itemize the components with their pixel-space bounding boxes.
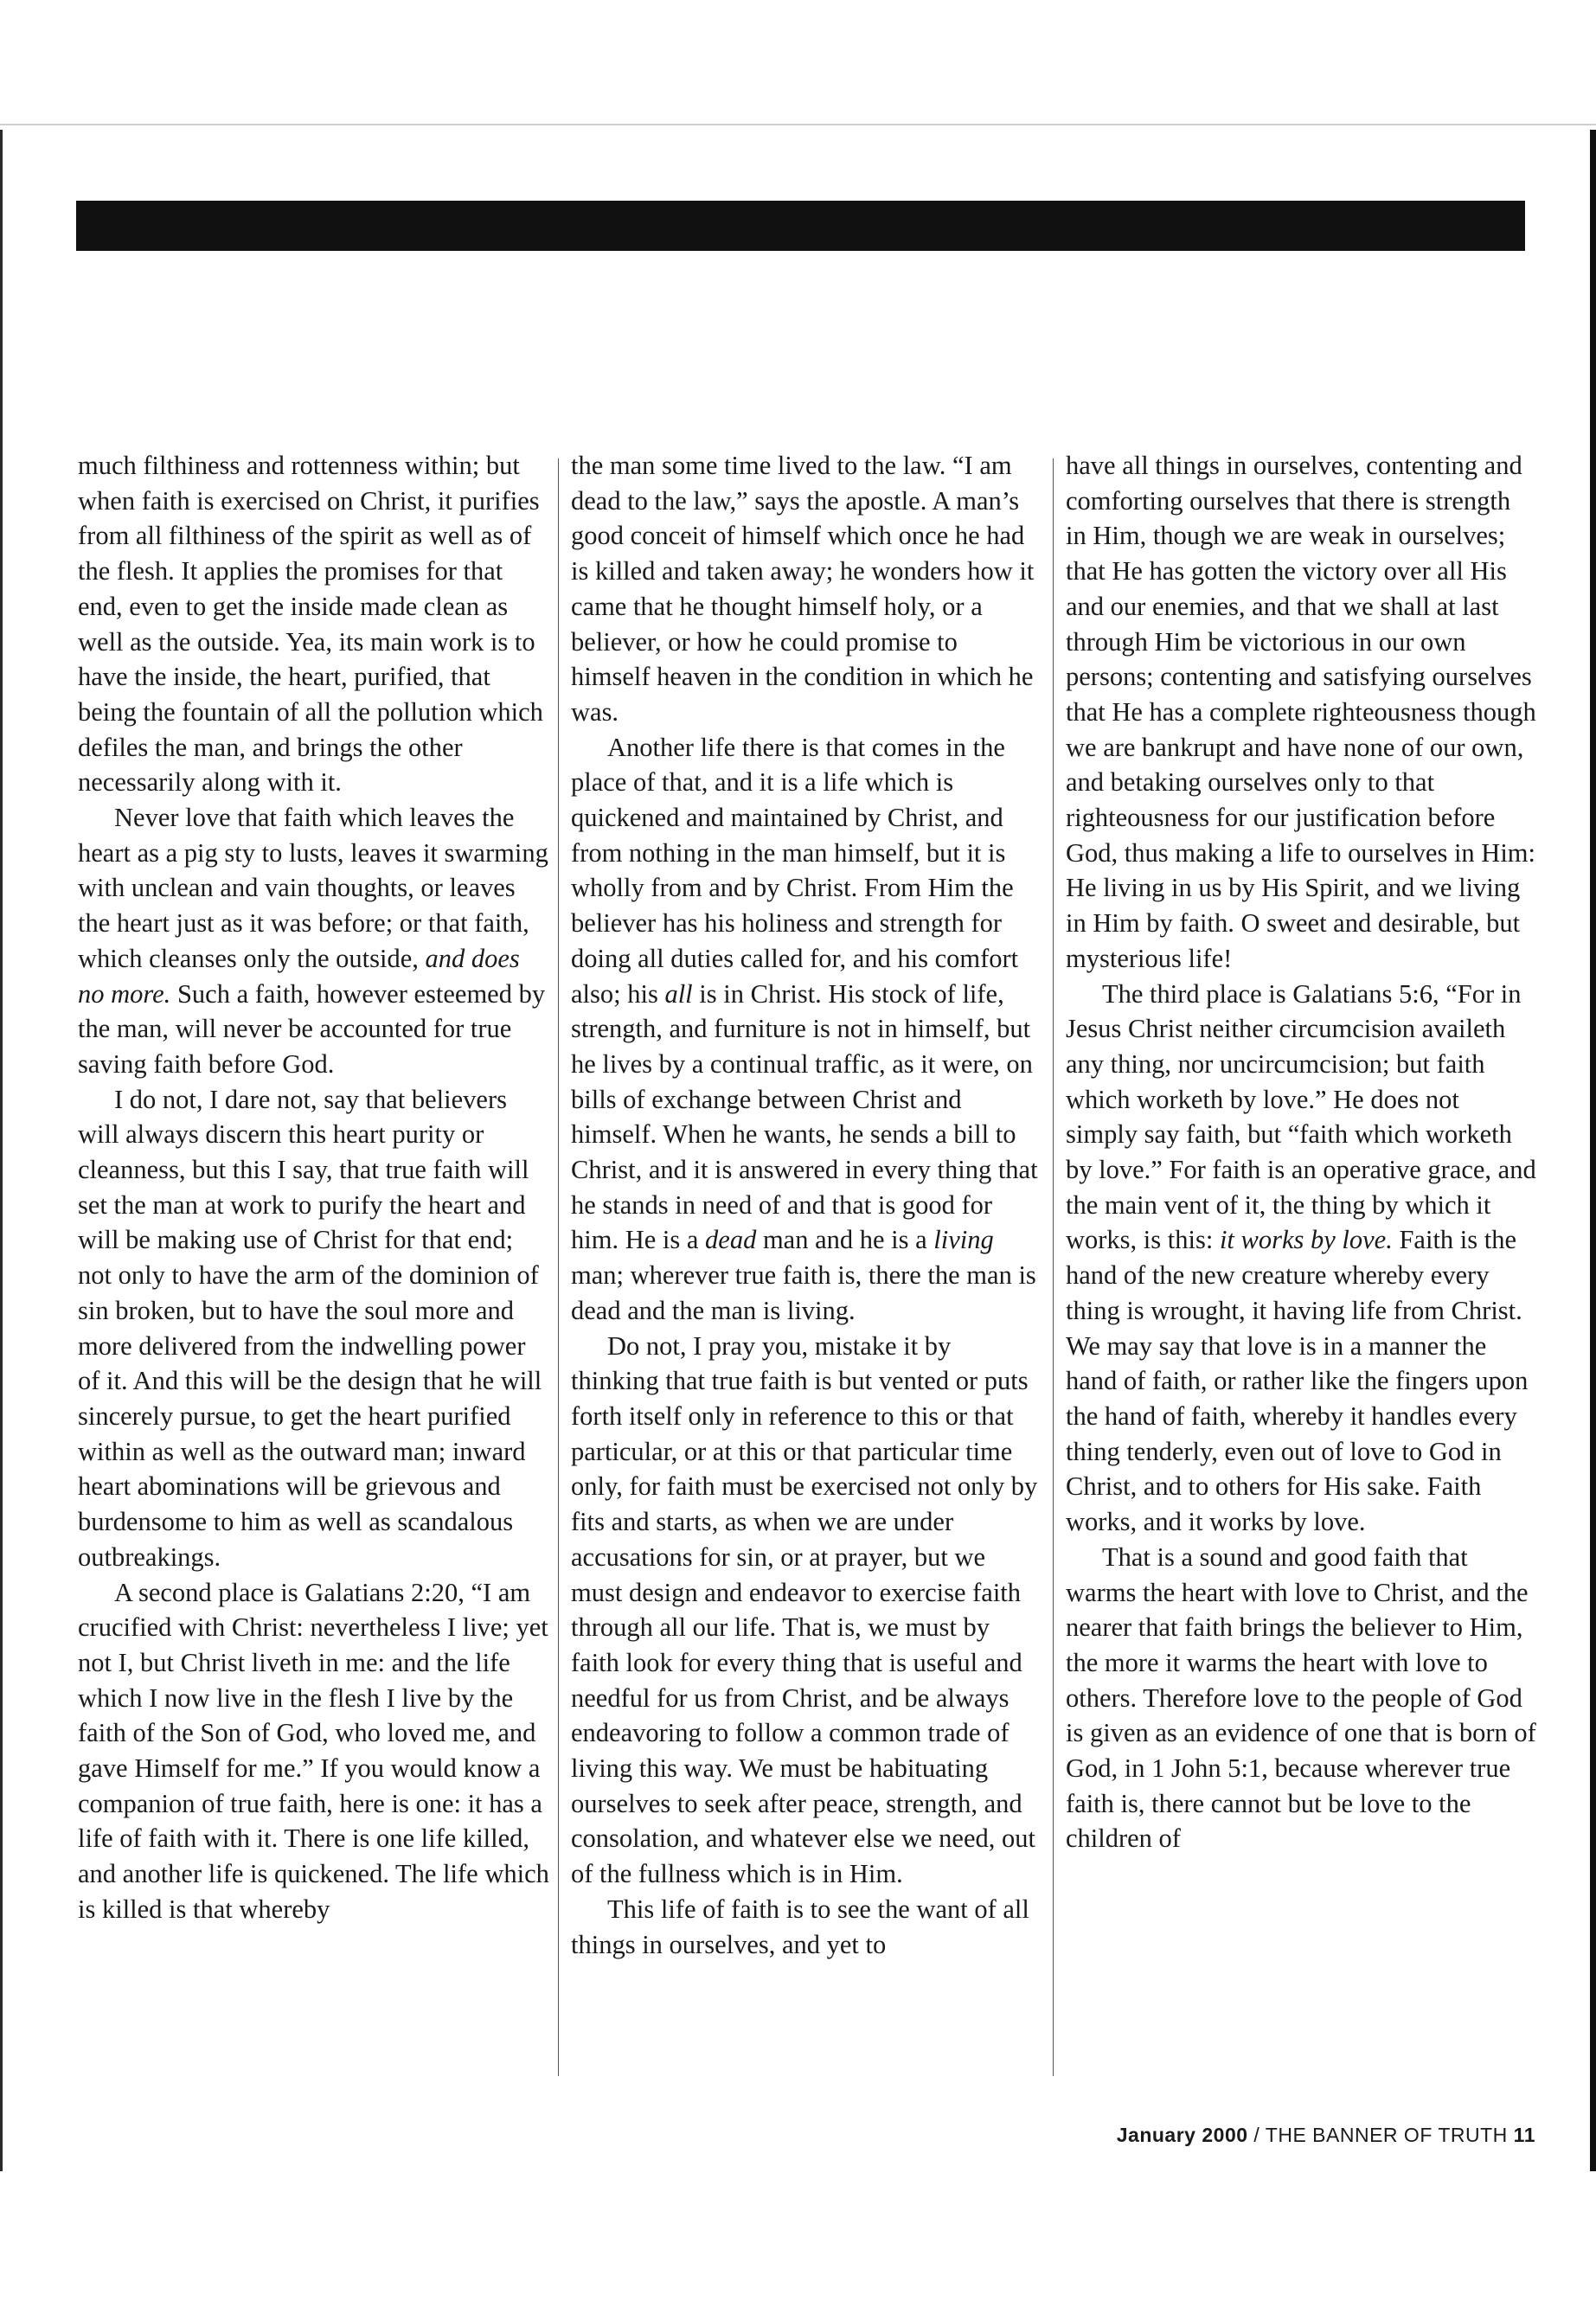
footer-date: January 2000: [1116, 2124, 1248, 2146]
paragraph: [78, 1575, 549, 1927]
paragraph: [571, 1892, 1042, 1962]
paragraph: [1066, 448, 1537, 977]
top-rule: [0, 124, 1596, 125]
footer-separator: /: [1253, 2124, 1260, 2146]
paragraph: [571, 730, 1042, 1329]
text-run: much filthiness and rottenness within; but when faith is exercised on Christ, it purifies from all filthiness of the spirit as well as of the flesh. It applies the promises for that end, even to get the inside made clean as well as the outside. Yea, its main work is to have the inside, the heart, purified, that being the fountain of all the pollution which defiles the man, and brings the other necessarily along with it.: [78, 451, 543, 798]
left-scan-edge: [0, 130, 3, 2171]
text-run: the man some time lived to the law. “I am dead to the law,” says the apostle. A man’s good conceit of himself which once he had is killed and taken away; he wonders how it came that he thought himself holy, or a believer, or how he could promise to himself heaven in the condition in which he was.: [571, 451, 1035, 727]
footer-page-number: 11: [1513, 2124, 1535, 2146]
text-run: Another life there is that comes in the place of that, and it is a life which is quickened and maintained by Christ, and from nothing in the man himself, but it is wholly from and by Christ. From Him the believer has his holiness and strength for doing all duties called for, and his comfort also; his: [571, 732, 1019, 1009]
text-run: Never love that faith which leaves the heart as a pig sty to lusts, leaves it swarming with unclean and vain thoughts, or leaves the heart just as it was before; or that faith, which cleanses only the outside,: [78, 803, 548, 973]
italic-text: living: [933, 1225, 994, 1255]
italic-text: it works by love.: [1219, 1225, 1393, 1255]
right-scan-edge: [1590, 130, 1596, 2171]
paragraph: [1066, 977, 1537, 1540]
text-run: man and he is a: [756, 1225, 934, 1255]
text-run: Faith is the hand of the new creature whereby every thing is wrought, it having life from Christ. We may say that love is in a manner the hand of faith, or rather like the fingers upon the hand of faith, whereby it handles every thing tenderly, even out of love to God in Christ, and to others for His sake. Faith works, and it works by love.: [1066, 1225, 1529, 1537]
text-column-1: [78, 448, 549, 1927]
text-run: Such a faith, however esteemed by the man, will never be accounted for true saving faith before God.: [78, 978, 546, 1079]
text-run: A second place is Galatians 2:20, “I am crucified with Christ: nevertheless I live; yet not I, but Christ liveth in me: and the life which I now live in the flesh I live by the faith of the Son of God, who loved me, and gave Himself for me.” If you would know a companion of true faith, here is one: it has a life of faith with it. There is one life killed, and another life is quickened. The life which is killed is that whereby: [78, 1577, 549, 1924]
paragraph: [571, 1329, 1042, 1892]
paragraph: [78, 1082, 549, 1575]
paragraph: [78, 448, 549, 800]
text-run: is in Christ. His stock of life, strength, and furniture is not in himself, but he lives by a continual traffic, as it were, on bills of exchange between Christ and himself. When he wants, he sends a bill to Christ, and it is answered in every thing that he stands in need of and that is good for him. He is a: [571, 978, 1038, 1255]
paragraph: [1066, 1540, 1537, 1856]
column-divider: [1053, 458, 1054, 2076]
text-run: man; wherever true faith is, there the man is dead and the man is living.: [571, 1260, 1036, 1325]
italic-text: and does no more.: [78, 943, 520, 1009]
paragraph: [571, 448, 1042, 730]
column-divider: [558, 458, 559, 2076]
text-run: That is a sound and good faith that warms the heart with love to Christ, and the nearer that faith brings the believer to Him, the more it warms the heart with love to others. Therefore love to the people of God is given as an evidence of one that is born of God, in 1 John 5:1, because wherever true faith is, there cannot but be love to the children of: [1066, 1541, 1536, 1854]
italic-text: dead: [705, 1225, 757, 1255]
text-run: have all things in ourselves, contenting and comforting ourselves that there is strength in Him, though we are weak in ourselves; that He has gotten the victory over all His and our enemies, and that we shall at last through Him be victorious in our own persons; contenting and satisfying ourselves that He has a complete righteousness though we are bankrupt and have none of our own, and betaking ourselves only to that righteousness for our justification before God, thus making a life to ourselves in Him: He living in us by His Spirit, and we living in Him by faith. O sweet and desirable, but mysterious life!: [1066, 451, 1536, 973]
italic-text: all: [664, 978, 693, 1009]
paragraph: [78, 800, 549, 1082]
text-column-2: [571, 448, 1042, 1962]
text-column-3: [1066, 448, 1537, 1856]
text-run: I do not, I dare not, say that believers will always discern this heart purity or cleanness, but this I say, that true faith will set the man at work to purify the heart and will be making use of Christ for that end; not only to have the arm of the dominion of sin broken, but to have the soul more and more delivered from the indwelling power of it. And this will be the design that he will sincerely pursue, to get the heart purified within as well as the outward man; inward heart abominations will be grievous and burdensome to him as well as scandalous outbreakings.: [78, 1084, 542, 1572]
page-footer: [1099, 2124, 1535, 2147]
footer-publication: THE BANNER OF TRUTH: [1265, 2124, 1508, 2146]
text-run: This life of faith is to see the want of all things in ourselves, and yet to: [571, 1894, 1029, 1959]
header-banner: [76, 201, 1525, 251]
text-run: The third place is Galatians 5:6, “For in Jesus Christ neither circumcision availeth any thing, nor uncircumcision; but faith which worketh by love.” He does not simply say faith, but “faith which worketh by love.” For faith is an operative grace, and the main vent of it, the thing by which it works, is this:: [1066, 978, 1536, 1255]
text-run: Do not, I pray you, mistake it by thinking that true faith is but vented or puts forth itself only in reference to this or that particular, or at this or that particular time only, for faith must be exercised not only by fits and starts, as when we are under accusations for sin, or at prayer, but we must design and endeavor to exercise faith through all our life. That is, we must by faith look for every thing that is useful and needful for us from Christ, and be always endeavoring to follow a common trade of living this way. We must be habituating ourselves to seek after peace, strength, and consolation, and whatever else we need, out of the fullness which is in Him.: [571, 1330, 1038, 1889]
